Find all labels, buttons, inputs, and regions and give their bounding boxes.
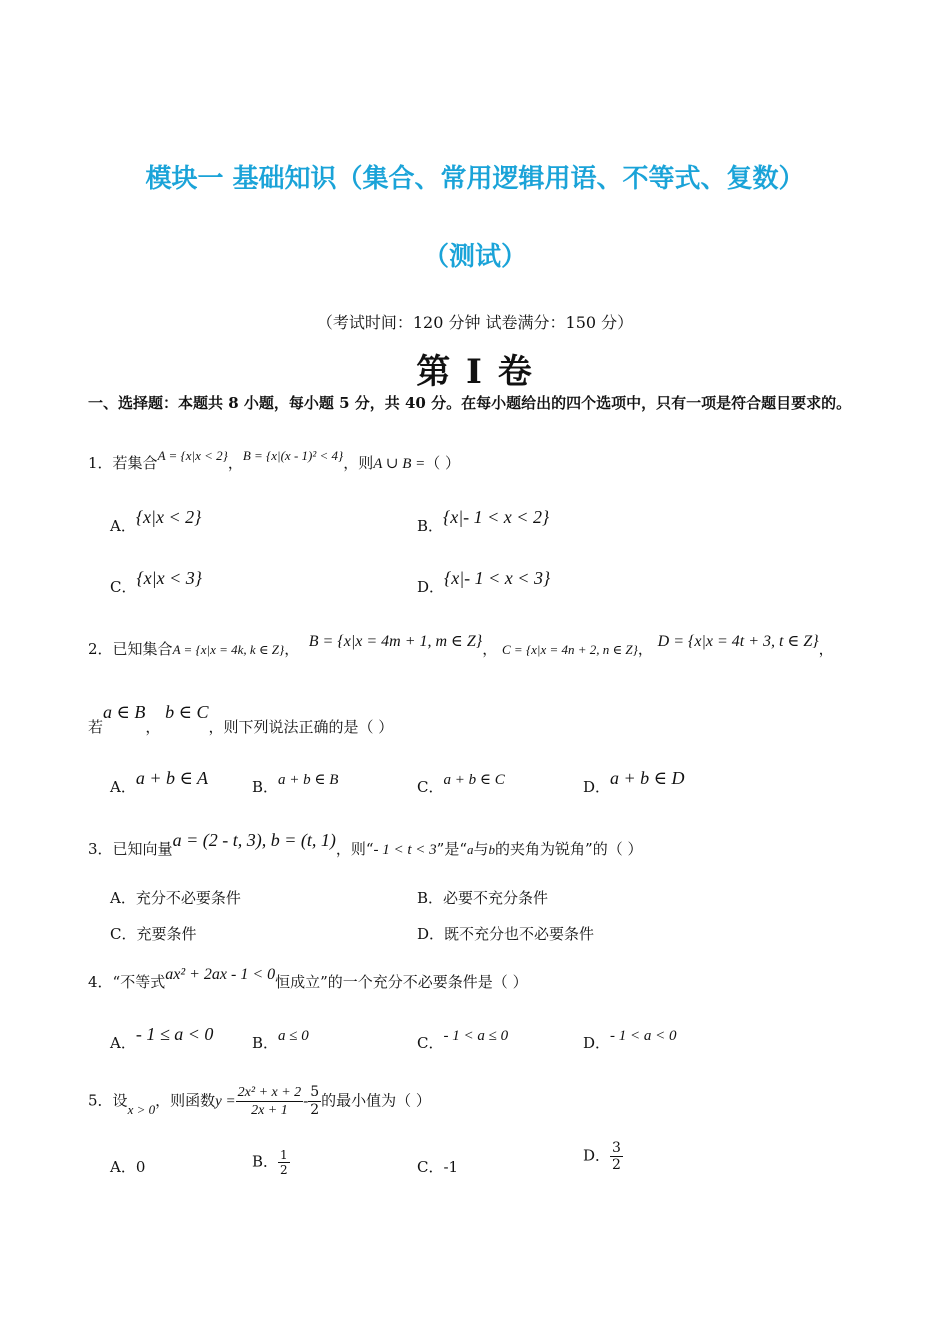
q2-option-b[interactable]: B．a + b ∈ B (252, 772, 339, 796)
part-heading: 第 I 卷 (416, 352, 534, 392)
constant-fraction: $\frac{5}{2}$ (310, 1084, 320, 1118)
question-5: 5．设x > 0，则函数y = $\frac{\text{2x² + x + 2}}{2x + 1}$ - $\frac{5}{2}$ 的最小值为（ ） (88, 1084, 431, 1118)
q4-option-d[interactable]: D．- 1 < a < 0 (583, 1028, 677, 1052)
q5-option-a[interactable]: A．0 (110, 1158, 146, 1176)
question-number: 1． (88, 454, 113, 472)
condition-x: x > 0 (127, 1101, 156, 1117)
q2-option-c[interactable]: C．a + b ∈ C (417, 772, 505, 796)
question-number: 3． (88, 840, 113, 858)
question-2: 2．已知集合A = {x|x = 4k, k ∈ Z}， B = {x|x = 4m + 1, m ∈ Z}， C = {x|x = 4n + 2, n ∈ Z}， D = {x|x = 4t + 3, t ∈ Z}， (88, 633, 834, 658)
vectors: a = (2 - t, 3), b = (t, 1) (172, 830, 336, 850)
q3-option-c[interactable]: C．充要条件 (110, 925, 197, 943)
question-4: 4．“不等式ax² + 2ax - 1 < 0恒成立”的一个充分不必要条件是（ ） (88, 966, 528, 991)
function-fraction: $\frac{\text{2x² + x + 2}}{2x + 1}$ (237, 1085, 302, 1118)
document-subtitle: （测试） (422, 242, 527, 272)
inequality: ax² + 2ax - 1 < 0 (165, 966, 276, 983)
q2-option-d[interactable]: D．a + b ∈ D (583, 768, 685, 796)
q4-option-a[interactable]: A．- 1 ≤ a < 0 (110, 1024, 214, 1052)
q1-option-b[interactable]: B．{x|- 1 < x < 2} (417, 507, 550, 535)
set-b: B = {x|x = 4m + 1, m ∈ Z} (308, 633, 483, 650)
t-range: - 1 < t < 3 (373, 842, 437, 858)
q5-option-b[interactable]: B． $\frac{1}{2}$ (252, 1148, 288, 1177)
q1-option-c[interactable]: C．{x|x < 3} (110, 568, 202, 596)
q1-option-a[interactable]: A．{x|x < 2} (110, 507, 202, 535)
question-1: 1．若集合A = {x|x < 2}，B = {x|(x - 1)² < 4}，则A ∪ B =（ ） (88, 448, 461, 472)
q3-option-d[interactable]: D．既不充分也不必要条件 (417, 925, 595, 943)
exam-info: （考试时间：120 分钟 试卷满分：150 分） (316, 313, 634, 332)
q3-option-b[interactable]: B．必要不充分条件 (417, 889, 549, 907)
document-title: 模块一 基础知识（集合、常用逻辑用语、不等式、复数） (145, 164, 805, 194)
set-d: D = {x|x = 4t + 3, t ∈ Z} (657, 633, 819, 650)
condition-a: a ∈ B (103, 702, 146, 722)
question-number: 2． (88, 640, 113, 658)
set-a: A = {x|x = 4k, k ∈ Z} (172, 642, 285, 657)
condition-b: b ∈ C (165, 702, 209, 722)
q5-option-c[interactable]: C．-1 (417, 1158, 459, 1176)
q3-option-a[interactable]: A．充分不必要条件 (110, 889, 241, 907)
q1-option-d[interactable]: D．{x|- 1 < x < 3} (417, 568, 551, 596)
union-expression: A ∪ B = (373, 456, 426, 472)
question-number: 5． (88, 1091, 113, 1110)
q4-option-b[interactable]: B．a ≤ 0 (252, 1028, 309, 1052)
q5-option-d[interactable]: D． $\frac{3}{2}$ (583, 1140, 621, 1173)
question-3: 3．已知向量a = (2 - t, 3), b = (t, 1)，则“- 1 < t < 3”是“a与b的夹角为锐角”的（ ） (88, 830, 643, 858)
question-2-condition: 若a ∈ B， b ∈ C，则下列说法正确的是（ ） (88, 702, 394, 736)
q4-option-c[interactable]: C．- 1 < a ≤ 0 (417, 1028, 509, 1052)
section-header: 一、选择题：本题共 8 小题，每小题 5 分，共 40 分。在每小题给出的四个选项中，只有一项是符合题目要求的。 (88, 394, 852, 412)
question-number: 4． (88, 973, 113, 991)
function-lhs: y = (215, 1093, 236, 1110)
q2-option-a[interactable]: A．a + b ∈ A (110, 768, 208, 796)
set-a: A = {x|x < 2} (157, 448, 228, 463)
set-b: B = {x|(x - 1)² < 4} (242, 448, 344, 463)
set-c: C = {x|x = 4n + 2, n ∈ Z} (502, 642, 638, 657)
